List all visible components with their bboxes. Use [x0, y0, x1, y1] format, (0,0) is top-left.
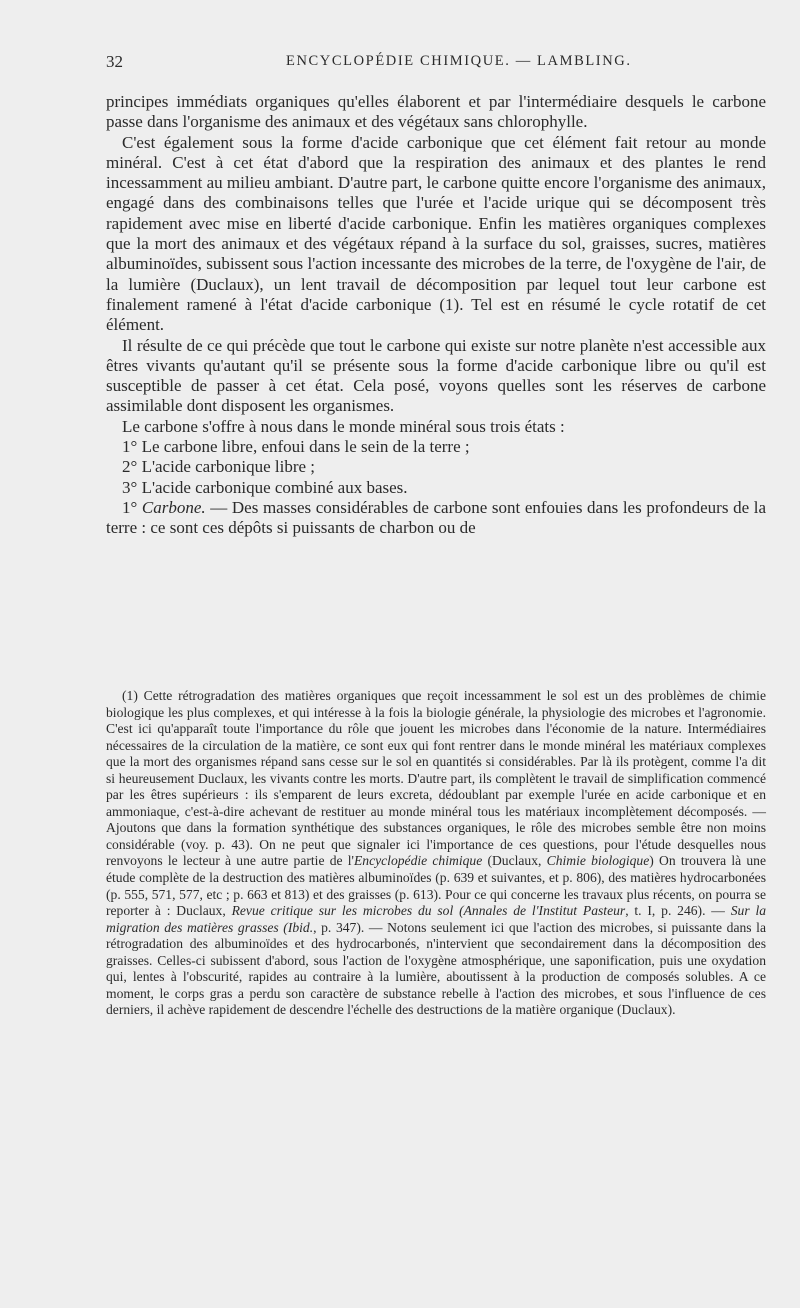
page-header: [106, 52, 766, 76]
paragraph: C'est également sous la forme d'acide carbonique que cet élément fait retour au monde minéral. C'est à cet état d'abord que la respiration des animaux et des plantes le rend incessamment au milieu ambiant. D'autre part, le carbone quitte encore l'organisme des animaux, engagé dans des combinaisons telles que l'urée et l'acide urique qui se décomposent très rapidement avec mise en liberté d'acide carbonique. Enfin les matières organiques complexes que la mort des animaux et des végétaux répand à la surface du sol, graisses, sucres, matières albuminoïdes, subissent sous l'action incessante des microbes de la terre, de l'oxygène de l'air, de la lumière (Duclaux), un lent travail de décomposition par lequel tout leur carbone est finalement ramené à l'état d'acide carbonique (1). Tel est en résumé le cycle rotatif de cet élément.: [106, 132, 766, 335]
section-number: 1°: [122, 497, 138, 517]
main-text: [106, 92, 766, 539]
running-head: ENCYCLOPÉDIE CHIMIQUE. — LAMBLING.: [286, 53, 632, 69]
paragraph: principes immédiats organiques qu'elles élaborent et par l'intermédiaire desquels le carbone passe dans l'organisme des animaux et des végétaux sans chlorophylle.: [106, 92, 766, 132]
paragraph: Il résulte de ce qui précède que tout le carbone qui existe sur notre planète n'est accessible aux êtres vivants qu'autant qu'il se présente sous la forme d'acide carbonique libre ou qu'il est susceptible de passer à cet état. Cela posé, voyons quelles sont les réserves de carbone assimilable dont disposent les organismes.: [106, 335, 766, 416]
paragraph: [106, 498, 766, 539]
list-item-number: 3°: [122, 477, 138, 497]
list-item-text: L'acide carbonique libre ;: [141, 457, 316, 477]
list-item: [106, 478, 766, 498]
footnote-text: (1) Cette rétrogradation des matières organiques que reçoit incessamment le sol est un des problèmes de chimie biologique les plus complexes, et qui intéresse à la fois la biologie générale, la physiologie des microbes et l'agronomie. C'est ici qu'apparaît toute l'importance du rôle que jouent les microbes dans l'économie de la nature. Intermédiaires nécessaires de la circulation de la matière, ce sont eux qui font rentrer dans le monde minéral les matériaux complexes que la mort des organismes répand sans cesse sur le sol en quantités si considérables. Par là ils protègent, comme l'a dit si heureusement Duclaux, les vivants contre les morts. D'autre part, ils complètent le travail de simplification commencé par les êtres supérieurs : ils s'emparent de leurs excreta, dédoublant par exemple l'urée en acide carbonique et en ammoniaque, c'est-à-dire achevant de restituer au monde minéral tous les matériaux incomplètement décomposés. — Ajoutons que dans la formation synthétique des substances organiques, le rôle des microbes semble être non moins considérable (voy. p. 43). On ne peut que signaler ici l'importance de ces questions, pour l'étude desquelles nous renvoyons le lecteur à une autre partie de l'Encyclopédie chimique (Duclaux, Chimie biologique) On trouvera là une étude complète de la destruction des matières albuminoïdes (p. 639 et suivantes, et p. 806), des matières hydrocarbonées (p. 555, 571, 577, etc ; p. 663 et 813) et des graisses (p. 613). Pour ce qui concerne les travaux plus récents, on pourra se reporter à : Duclaux, Revue critique sur les microbes du sol (Annales de l'Institut Pasteur, t. I, p. 246). — Sur la migration des matières grasses (Ibid., p. 347). — Notons seulement ici que l'action des microbes, si puissante dans la rétrogradation des albuminoïdes et des hydrocarbonés, n'intervient que secondairement dans la décomposition des graisses. Celles-ci subissent d'abord, sous l'action de l'oxygène atmosphérique, une saponification, puis une oxydation qui, lentes à l'obscurité, rapides au contraire à la lumière, aboutissent à la production de composés solubles. A ce moment, le corps gras a perdu son caractère de substance rebelle à l'action des microbes, et sous l'influence de ces derniers, il achève rapidement de descendre l'échelle des destructions de la matière organique (Duclaux).: [106, 688, 767, 1018]
list-item-text: Le carbone libre, enfoui dans le sein de la terre ;: [141, 437, 470, 457]
list-item-number: 2°: [122, 457, 138, 477]
list-item-text: L'acide carbonique combiné aux bases.: [141, 477, 408, 497]
list-item-number: 1°: [122, 437, 138, 457]
list-item: [106, 457, 766, 477]
page-number: 32: [106, 52, 123, 71]
section-text: — Des masses considérables de carbone sont enfouies dans les profondeurs de la terre : ce sont ces dépôts si puissants de charbon ou de: [106, 497, 766, 538]
footnote: [106, 688, 766, 1019]
list-item: [106, 437, 766, 457]
section-term: Carbone.: [141, 497, 206, 517]
paragraph: Le carbone s'offre à nous dans le monde minéral sous trois états :: [122, 416, 565, 436]
